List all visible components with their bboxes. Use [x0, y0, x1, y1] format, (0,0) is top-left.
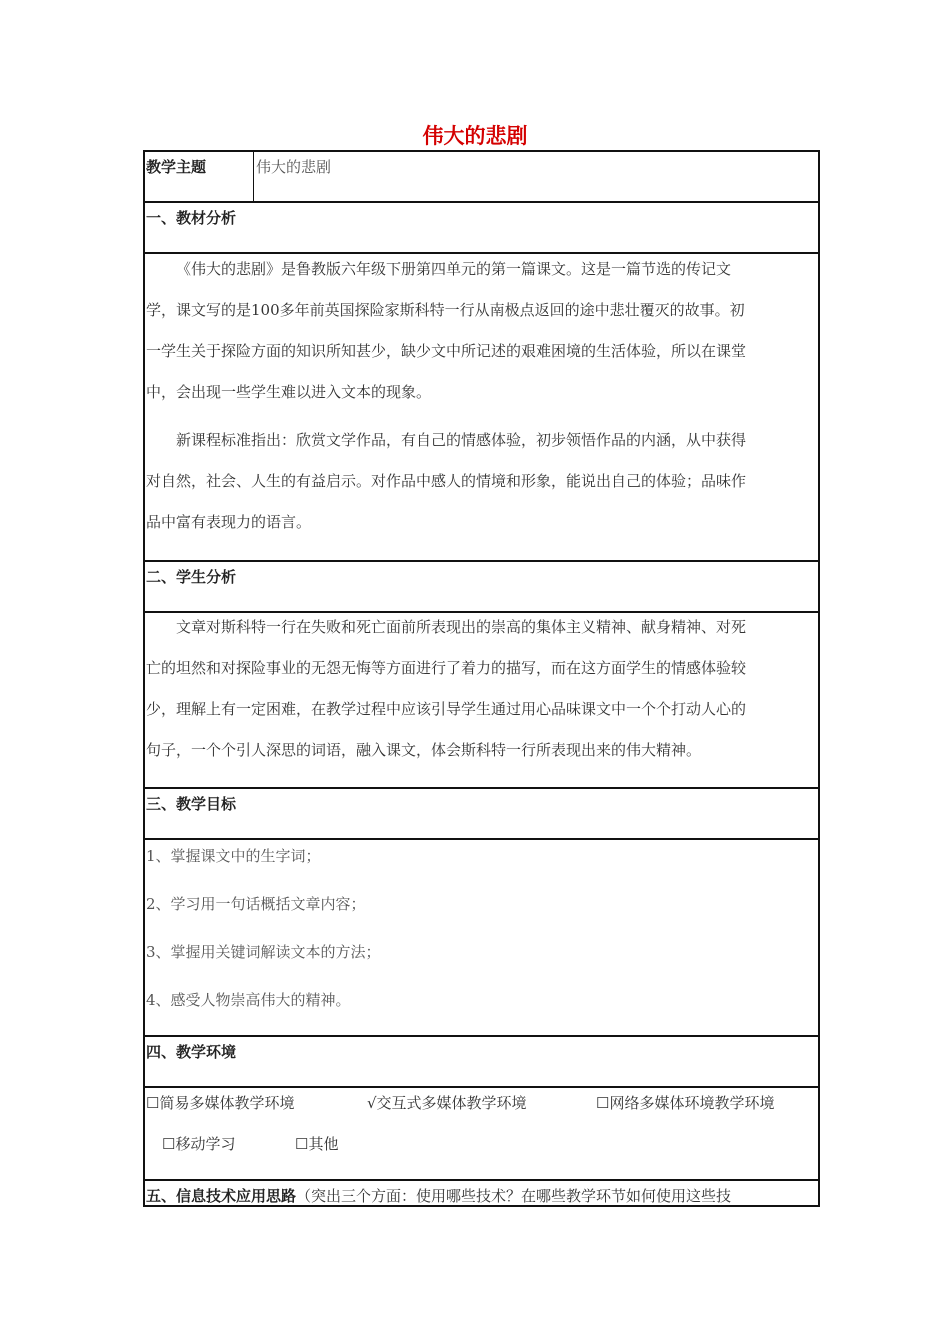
paragraph-line: 对自然，社会、人生的有益启示。对作品中感人的情境和形象，能说出自己的体验；品味作	[146, 472, 747, 490]
paragraph-line: 中，会出现一些学生难以进入文本的现象。	[146, 383, 432, 401]
paragraph-line: 新课程标准指出：欣赏文学作品，有自己的情感体验，初步领悟作品的内涵，从中获得	[176, 431, 747, 449]
section-heading-material: 一、教材分析	[146, 209, 237, 227]
paragraph-line: 一学生关于探险方面的知识所知甚少，缺少文中所记述的艰难困境的生活体验，所以在课堂	[146, 342, 747, 360]
row-divider	[143, 1086, 820, 1088]
environment-option-other: ☐其他	[295, 1135, 339, 1153]
section-heading-it-application: 五、信息技术应用思路	[146, 1187, 297, 1205]
row-divider	[143, 1179, 820, 1181]
row-divider	[143, 787, 820, 789]
paragraph-line: 学，课文写的是100多年前英国探险家斯科特一行从南极点返回的途中悲壮覆灭的故事。初	[146, 301, 745, 319]
paragraph-line: 品中富有表现力的语言。	[146, 513, 312, 531]
row-divider	[143, 560, 820, 562]
environment-option-network-multimedia: ☐网络多媒体环境教学环境	[596, 1094, 775, 1112]
row-divider	[143, 201, 820, 203]
paragraph-line: 句子，一个个引人深思的词语，融入课文，体会斯科特一行所表现出来的伟大精神。	[146, 741, 702, 759]
row-divider	[143, 252, 820, 254]
paragraph-line: 文章对斯科特一行在失败和死亡面前所表现出的崇高的集体主义精神、献身精神、对死	[176, 618, 747, 636]
paragraph-line: 少，理解上有一定困难，在教学过程中应该引导学生通过用心品味课文中一个个打动人心的	[146, 700, 747, 718]
paragraph-line: 亡的坦然和对探险事业的无怨无悔等方面进行了着力的描写，而在这方面学生的情感体验较	[146, 659, 747, 677]
topic-value: 伟大的悲剧	[256, 158, 332, 176]
environment-option-mobile-learning: ☐移动学习	[162, 1135, 236, 1153]
environment-option-simple-multimedia: ☐简易多媒体教学环境	[146, 1094, 295, 1112]
section-heading-students: 二、学生分析	[146, 568, 237, 586]
objective-item: 4、感受人物崇高伟大的精神。	[146, 991, 351, 1009]
objective-item: 2、学习用一句话概括文章内容；	[146, 895, 366, 913]
row-divider	[143, 1035, 820, 1037]
objective-item: 1、掌握课文中的生字词；	[146, 847, 321, 865]
section-heading-objectives: 三、教学目标	[146, 795, 237, 813]
section-5-note: （突出三个方面：使用哪些技术？在哪些教学环节如何使用这些技	[296, 1187, 732, 1205]
row-divider	[143, 611, 820, 613]
row-divider	[143, 838, 820, 840]
section-5-line	[146, 1185, 731, 1206]
environment-option-interactive-multimedia: √交互式多媒体教学环境	[367, 1094, 527, 1112]
page-title: 伟大的悲剧	[422, 124, 528, 148]
topic-column-divider	[253, 150, 254, 202]
topic-label: 教学主题	[146, 158, 207, 176]
paragraph-line: 《伟大的悲剧》是鲁教版六年级下册第四单元的第一篇课文。这是一篇节选的传记文	[176, 260, 732, 278]
section-heading-environment: 四、教学环境	[146, 1043, 237, 1061]
objective-item: 3、掌握用关键词解读文本的方法；	[146, 943, 381, 961]
